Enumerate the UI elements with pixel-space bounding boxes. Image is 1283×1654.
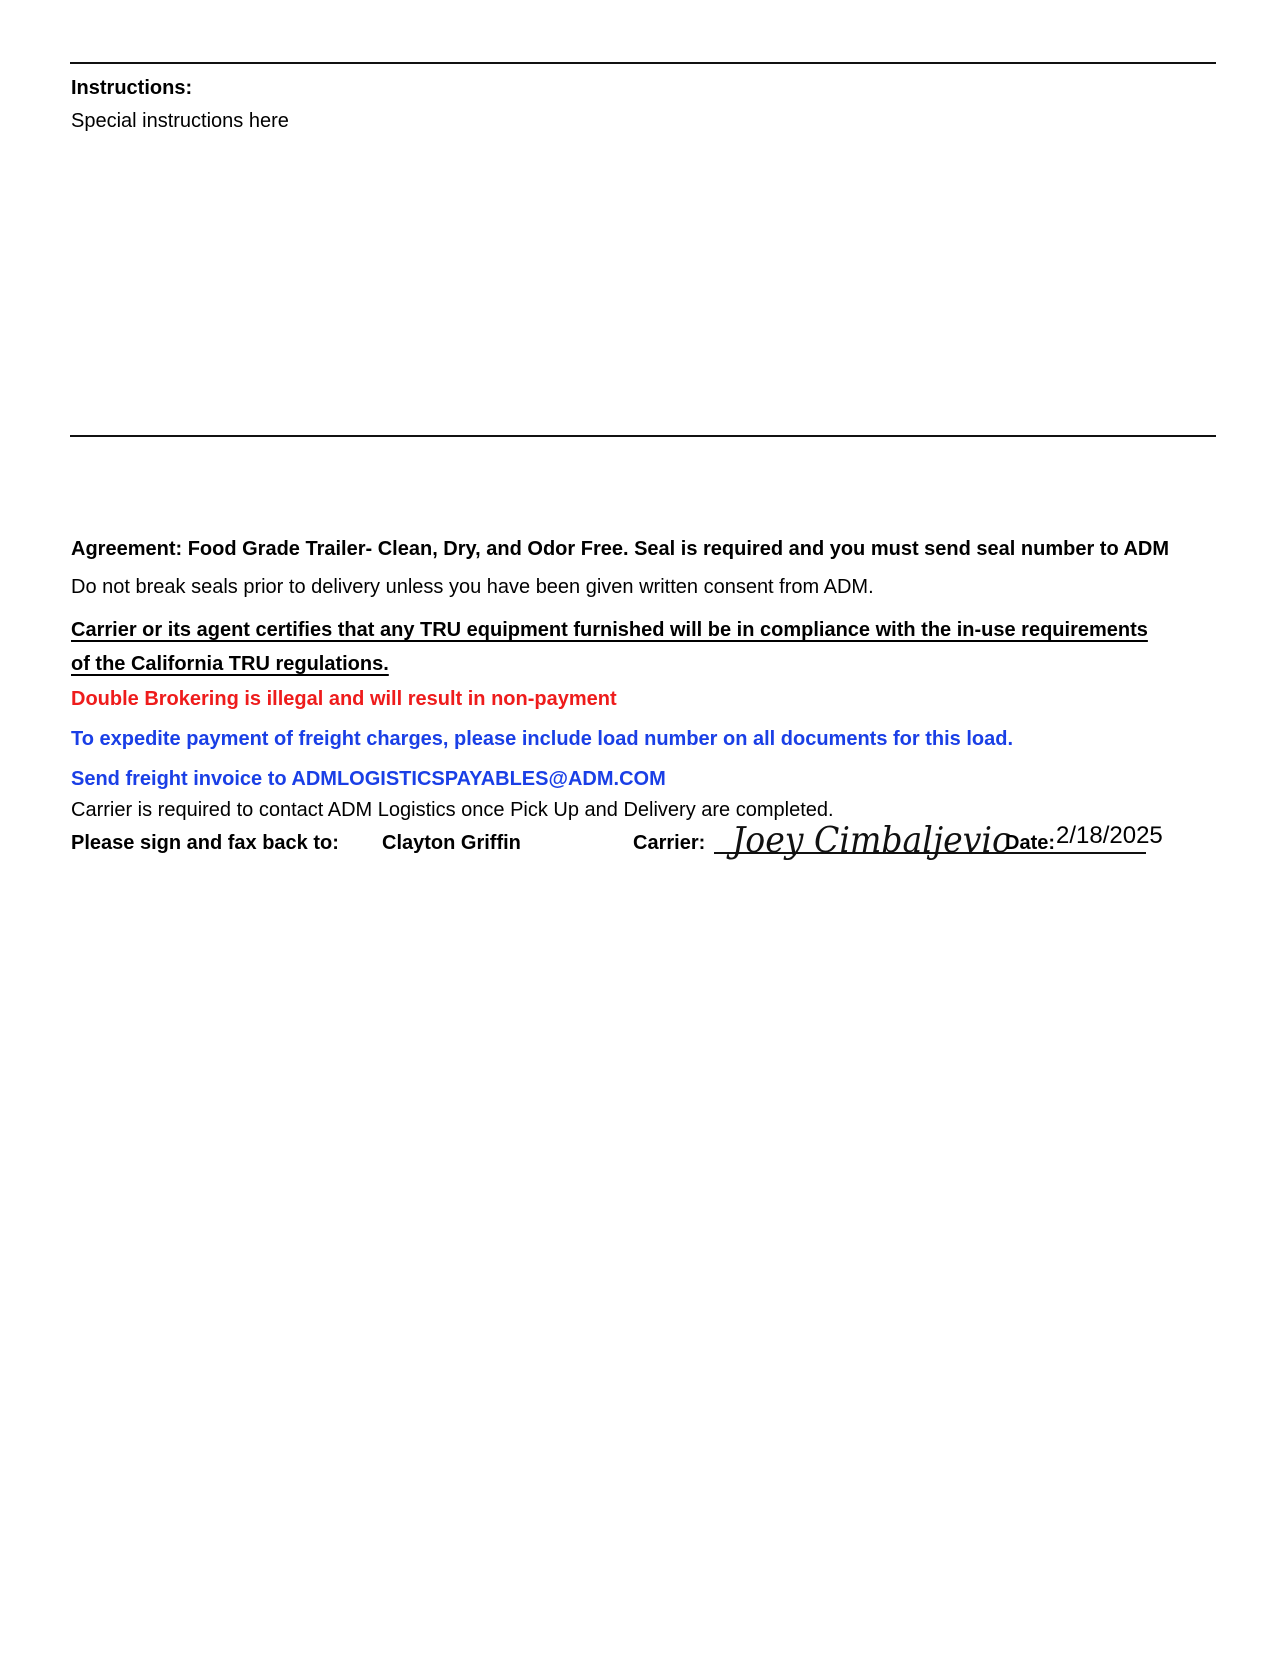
carrier-signature <box>732 818 1011 872</box>
double-brokering-warning: Double Brokering is illegal and will result in non-payment <box>71 688 617 710</box>
tru-certification-line-2: of the California TRU regulations. <box>71 653 389 675</box>
contact-requirement: Carrier is required to contact ADM Logistics once Pick Up and Delivery are completed. <box>71 799 834 821</box>
instructions-heading: Instructions: <box>71 77 193 99</box>
carrier-label: Carrier: <box>633 832 706 854</box>
carrier-signature-text: Joey Cimbaljevic <box>732 819 1011 862</box>
instructions-text: Special instructions here <box>71 110 289 132</box>
date-label: Date: <box>1005 832 1056 854</box>
instructions-divider <box>70 435 1216 437</box>
seal-notice: Do not break seals prior to delivery unless you have been given written consent from ADM. <box>71 576 874 598</box>
expedite-payment-note: To expedite payment of freight charges, please include load number on all documents for this load. <box>71 728 1014 750</box>
top-divider <box>70 62 1216 64</box>
fax-recipient-name: Clayton Griffin <box>382 832 521 854</box>
agreement-heading: Agreement: Food Grade Trailer- Clean, Dry, and Odor Free. Seal is required and you must send seal number to ADM <box>71 538 1170 560</box>
date-value: 2/18/2025 <box>1056 822 1163 849</box>
fax-label: Please sign and fax back to: <box>71 832 339 854</box>
tru-certification-line-1: Carrier or its agent certifies that any TRU equipment furnished will be in compliance with the in-use requirements <box>71 619 1148 641</box>
invoice-email-note: Send freight invoice to ADMLOGISTICSPAYABLES@ADM.COM <box>71 768 666 790</box>
